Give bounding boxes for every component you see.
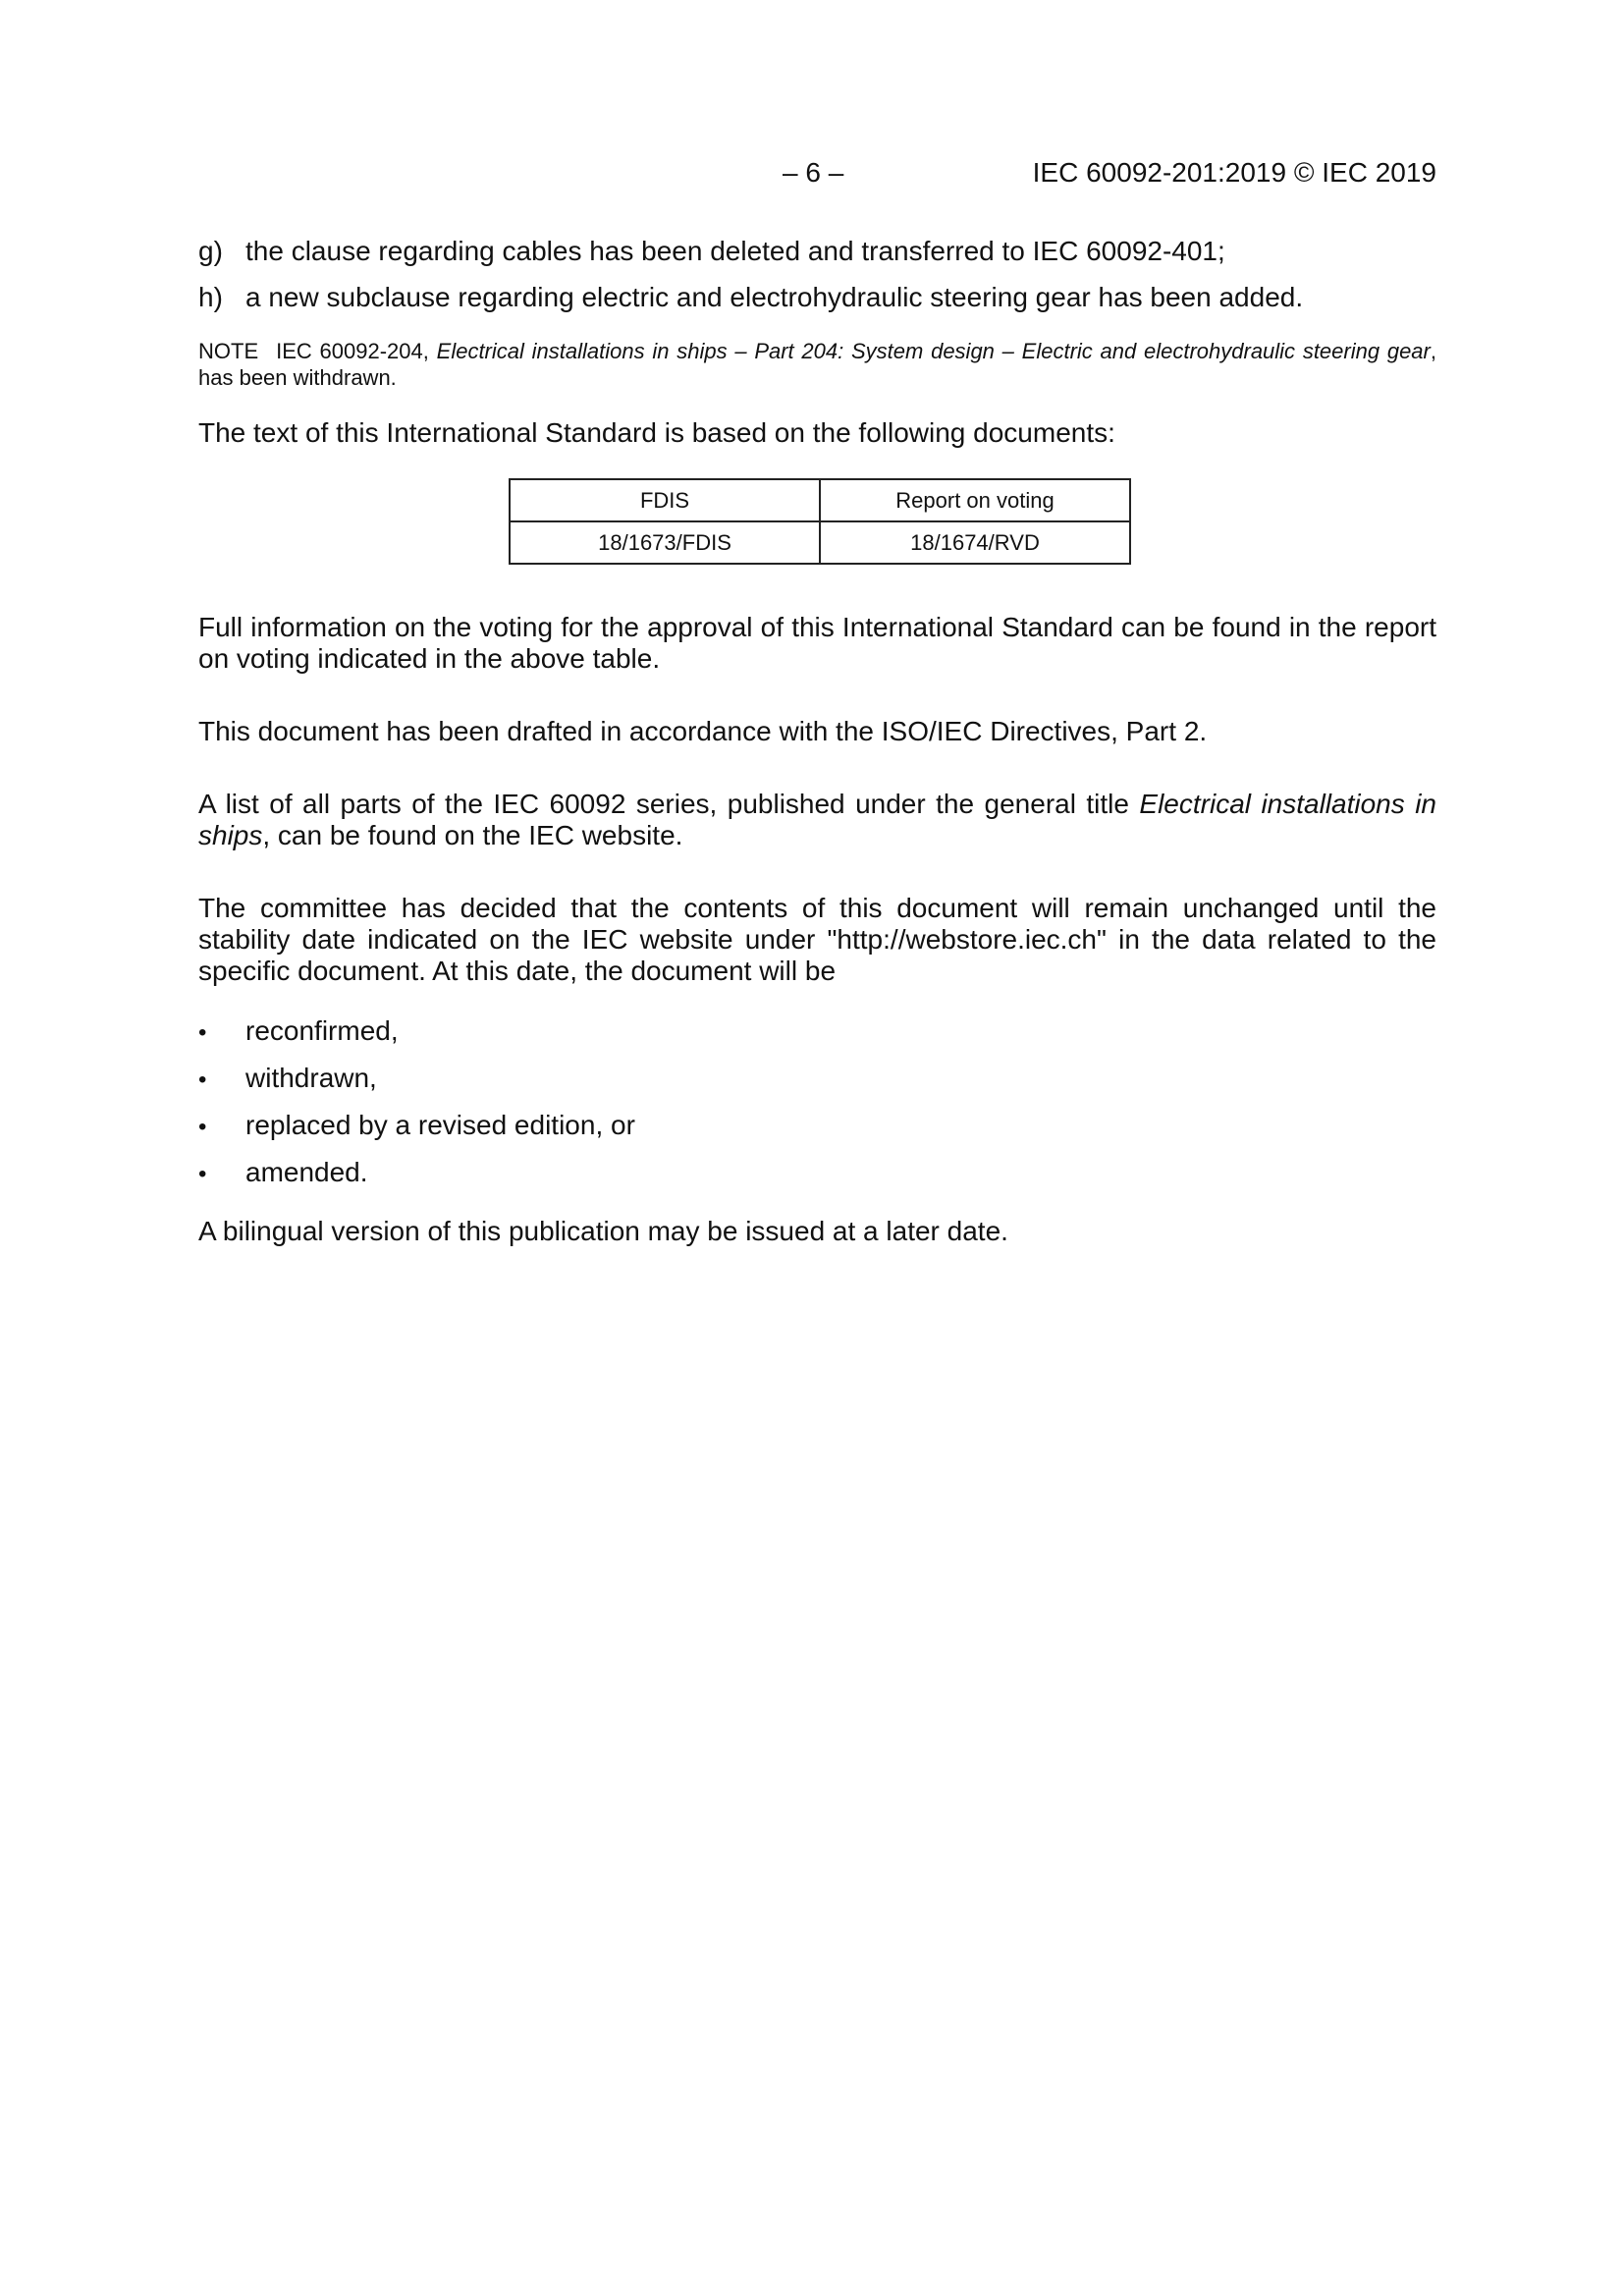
bullet-text: replaced by a revised edition, or bbox=[245, 1110, 635, 1140]
series-text-before: A list of all parts of the IEC 60092 series, published under the general title bbox=[198, 789, 1140, 819]
list-marker: h) bbox=[198, 282, 223, 312]
table-header-row bbox=[510, 479, 1130, 521]
documents-table bbox=[509, 478, 1131, 565]
page-number: – 6 – bbox=[783, 157, 844, 188]
list-item-text: the clause regarding cables has been deleted and transferred to IEC 60092-401; bbox=[245, 236, 1225, 266]
intro-paragraph: The text of this International Standard is based on the following documents: bbox=[198, 417, 1115, 448]
list-item bbox=[198, 236, 1225, 267]
note-label: NOTE bbox=[198, 339, 259, 363]
list-item bbox=[198, 282, 1303, 313]
series-paragraph bbox=[198, 789, 1436, 851]
list-item bbox=[198, 1015, 399, 1047]
list-item bbox=[198, 1110, 635, 1141]
table-row bbox=[510, 521, 1130, 564]
bullet-text: withdrawn, bbox=[245, 1063, 377, 1093]
bilingual-paragraph: A bilingual version of this publication may be issued at a later date. bbox=[198, 1216, 1008, 1246]
table-header-report: Report on voting bbox=[820, 479, 1130, 521]
list-item bbox=[198, 1157, 368, 1188]
list-item bbox=[198, 1063, 377, 1094]
bullet-text: amended. bbox=[245, 1157, 368, 1187]
list-item-text: a new subclause regarding electric and electrohydraulic steering gear has been added. bbox=[245, 282, 1304, 312]
bullet-icon: • bbox=[198, 1114, 207, 1140]
table-cell-rvd: 18/1674/RVD bbox=[820, 521, 1130, 564]
note-title: Electrical installations in ships – Part 204: System design – Electric and electrohydraulic steering gear bbox=[436, 339, 1431, 363]
bullet-text: reconfirmed, bbox=[245, 1015, 399, 1046]
document-reference: IEC 60092-201:2019 © IEC 2019 bbox=[1032, 157, 1436, 188]
page-header bbox=[198, 157, 1436, 196]
bullet-icon: • bbox=[198, 1066, 207, 1093]
note bbox=[198, 338, 1436, 391]
note-reference: IEC 60092-204, bbox=[276, 339, 429, 363]
table-cell-fdis: 18/1673/FDIS bbox=[510, 521, 820, 564]
series-title: Electrical installations in ships bbox=[198, 789, 1436, 850]
note-rest: , has been withdrawn. bbox=[198, 339, 1436, 390]
bullet-icon: • bbox=[198, 1161, 207, 1187]
table-header-fdis: FDIS bbox=[510, 479, 820, 521]
list-marker: g) bbox=[198, 236, 223, 266]
committee-paragraph: The committee has decided that the contents of this document will remain unchanged until the stability date indicated on the IEC website under "http://webstore.iec.ch" in the data related to the specific document. At this date, the document will be bbox=[198, 893, 1436, 986]
series-text-after: , can be found on the IEC website. bbox=[262, 820, 683, 850]
voting-paragraph: Full information on the voting for the approval of this International Standard can be found in the report on voting indicated in the above table. bbox=[198, 612, 1436, 674]
bullet-icon: • bbox=[198, 1019, 207, 1046]
drafted-paragraph: This document has been drafted in accordance with the ISO/IEC Directives, Part 2. bbox=[198, 716, 1208, 746]
